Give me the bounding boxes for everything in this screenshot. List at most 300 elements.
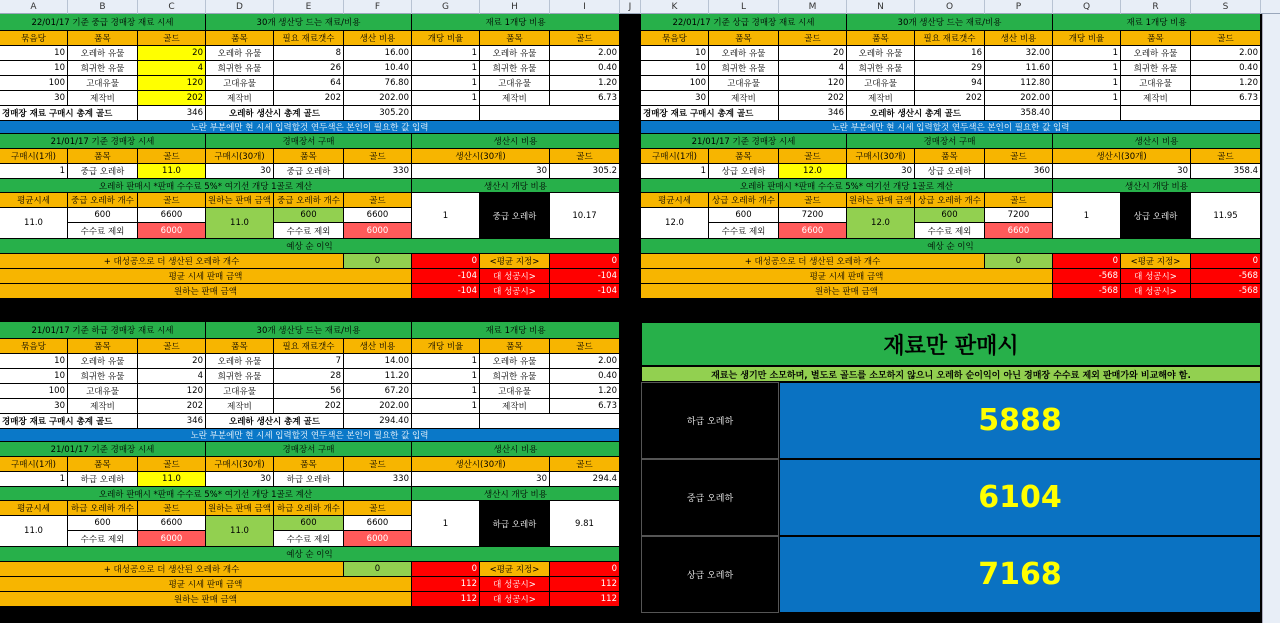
data-cell[interactable]: 6.73 <box>1191 91 1261 106</box>
data-cell[interactable]: 64 <box>274 76 344 91</box>
data-cell[interactable]: 0.40 <box>550 369 620 384</box>
data-cell[interactable]: 고대유물 <box>480 384 550 399</box>
fee-label[interactable]: 수수료 제외 <box>274 531 344 547</box>
data-cell[interactable]: 고대유물 <box>68 384 138 399</box>
data-cell[interactable]: 202 <box>274 399 344 414</box>
gold-value[interactable]: 7200 <box>985 208 1053 223</box>
gold-value[interactable]: 7200 <box>779 208 847 223</box>
profit-label[interactable]: 원하는 판매 금액 <box>0 592 412 607</box>
data-cell[interactable]: 202.00 <box>344 91 412 106</box>
data-cell[interactable]: 제작비 <box>206 91 274 106</box>
data-cell[interactable]: 120 <box>138 384 206 399</box>
gold-value[interactable]: 6600 <box>344 208 412 223</box>
data-cell[interactable]: 오레하 유물 <box>206 46 274 61</box>
column-label[interactable]: 품목 <box>709 149 779 164</box>
panel-value[interactable]: 5888 <box>779 382 1261 459</box>
data-cell[interactable]: 120 <box>138 76 206 91</box>
fee-label[interactable]: 수수료 제외 <box>915 223 985 239</box>
fee-value[interactable]: 6600 <box>985 223 1053 239</box>
column-label[interactable]: 품목 <box>68 457 138 472</box>
column-label[interactable]: 골드 <box>344 193 412 208</box>
column-label[interactable]: 품목 <box>206 31 274 46</box>
data-cell[interactable]: 30 <box>412 164 550 179</box>
section-title[interactable]: 30개 생산당 드는 재료/비용 <box>206 14 412 31</box>
data-cell[interactable]: 1 <box>412 76 480 91</box>
column-label[interactable]: 구매시(30개) <box>206 149 274 164</box>
unit-cost[interactable]: 9.81 <box>550 501 620 547</box>
qty-cell[interactable]: 1 <box>1053 193 1121 239</box>
data-cell[interactable]: 8 <box>274 46 344 61</box>
profit-value[interactable]: 0 <box>550 562 620 577</box>
avg-price[interactable]: 11.0 <box>0 208 68 239</box>
prod-value[interactable]: 305.20 <box>344 106 412 121</box>
data-cell[interactable]: 희귀한 유물 <box>847 61 915 76</box>
data-cell[interactable]: 30 <box>0 91 68 106</box>
profit-label[interactable]: 평균 시세 판매 금액 <box>0 577 412 592</box>
sell-label[interactable]: 오레하 판매시 *판매 수수료 5%* 여기선 개당 1골로 계산 <box>0 179 412 193</box>
column-label[interactable]: 골드 <box>779 193 847 208</box>
fee-label[interactable]: 수수료 제외 <box>68 223 138 239</box>
prod-label[interactable]: 오레하 생산시 총계 골드 <box>206 106 344 121</box>
profit-title[interactable]: 예상 순 이익 <box>641 239 1261 254</box>
column-label[interactable]: 품목 <box>480 339 550 354</box>
column-header-n[interactable]: N <box>847 0 915 14</box>
column-label[interactable]: 구매시(1개) <box>0 149 68 164</box>
data-cell[interactable]: 10.40 <box>344 61 412 76</box>
profit-note[interactable]: 대 성공시> <box>480 592 550 607</box>
profit-title[interactable]: 예상 순 이익 <box>0 239 620 254</box>
data-cell[interactable]: 희귀한 유물 <box>480 369 550 384</box>
blank[interactable] <box>1053 106 1121 121</box>
total-value[interactable]: 346 <box>779 106 847 121</box>
qty-value[interactable]: 600 <box>68 208 138 223</box>
profit-label[interactable]: 평균 시세 판매 금액 <box>0 269 412 284</box>
column-label[interactable]: 골드 <box>550 457 620 472</box>
column-label[interactable]: 하급 오레하 개수 <box>274 501 344 516</box>
column-label[interactable]: 골드 <box>779 149 847 164</box>
section-title[interactable]: 22/01/17 기준 중급 경매장 재료 시세 <box>0 14 206 31</box>
profit-value[interactable]: -568 <box>1191 284 1261 299</box>
data-cell[interactable]: 120 <box>779 76 847 91</box>
column-label[interactable]: 개당 비율 <box>1053 31 1121 46</box>
column-label[interactable]: 하급 오레하 개수 <box>68 501 138 516</box>
profit-note[interactable]: 대 성공시> <box>1121 269 1191 284</box>
section-title[interactable]: 생산시 비용 <box>412 134 620 149</box>
column-label[interactable]: 평균시세 <box>0 501 68 516</box>
column-header-h[interactable]: H <box>480 0 550 14</box>
section-title[interactable]: 경매장서 구매 <box>206 134 412 149</box>
prod-value[interactable]: 294.40 <box>344 414 412 429</box>
data-cell[interactable]: 11.0 <box>138 164 206 179</box>
desired-price[interactable]: 12.0 <box>847 208 915 239</box>
data-cell[interactable]: 1 <box>1053 91 1121 106</box>
qty-value[interactable]: 600 <box>274 208 344 223</box>
column-header-l[interactable]: L <box>709 0 779 14</box>
column-header-r[interactable]: R <box>1121 0 1191 14</box>
column-label[interactable]: 원하는 판매 금액 <box>206 193 274 208</box>
section-title[interactable]: 30개 생산당 드는 재료/비용 <box>206 322 412 339</box>
data-cell[interactable]: 202 <box>138 399 206 414</box>
column-label[interactable]: 골드 <box>985 193 1053 208</box>
data-cell[interactable]: 1 <box>1053 61 1121 76</box>
column-label[interactable]: 품목 <box>1121 31 1191 46</box>
prod-value[interactable]: 358.40 <box>985 106 1053 121</box>
data-cell[interactable]: 100 <box>0 384 68 399</box>
column-header-o[interactable]: O <box>915 0 985 14</box>
data-cell[interactable]: 16 <box>915 46 985 61</box>
data-cell[interactable]: 희귀한 유물 <box>68 61 138 76</box>
data-cell[interactable]: 6.73 <box>550 91 620 106</box>
desired-price[interactable]: 11.0 <box>206 516 274 547</box>
data-cell[interactable]: 제작비 <box>206 399 274 414</box>
total-label[interactable]: 경매장 재료 구매시 총계 골드 <box>641 106 779 121</box>
profit-label[interactable]: + 대성공으로 더 생산된 오레하 개수 <box>641 254 985 269</box>
data-cell[interactable]: 제작비 <box>847 91 915 106</box>
prod-label[interactable]: 오레하 생산시 총계 골드 <box>206 414 344 429</box>
section-title[interactable]: 생산시 비용 <box>412 442 620 457</box>
profit-value[interactable]: 0 <box>1191 254 1261 269</box>
data-cell[interactable]: 고대유물 <box>709 76 779 91</box>
column-label[interactable]: 원하는 판매 금액 <box>847 193 915 208</box>
data-cell[interactable]: 상급 오레하 <box>915 164 985 179</box>
column-label[interactable]: 묶음당 <box>0 31 68 46</box>
data-cell[interactable]: 고대유물 <box>480 76 550 91</box>
data-cell[interactable]: 중급 오레하 <box>274 164 344 179</box>
profit-value[interactable]: 112 <box>412 577 480 592</box>
column-label[interactable]: 상급 오레하 개수 <box>915 193 985 208</box>
column-header-s[interactable]: S <box>1191 0 1261 14</box>
data-cell[interactable]: 1 <box>1053 46 1121 61</box>
data-cell[interactable]: 1.20 <box>1191 76 1261 91</box>
column-header-p[interactable]: P <box>985 0 1053 14</box>
profit-label[interactable]: 원하는 판매 금액 <box>0 284 412 299</box>
column-label[interactable]: 품목 <box>709 31 779 46</box>
qty-value[interactable]: 600 <box>274 516 344 531</box>
column-header-q[interactable]: Q <box>1053 0 1121 14</box>
unit-cost-label[interactable]: 생산시 개당 비용 <box>1053 179 1261 193</box>
profit-note[interactable]: <평균 지정> <box>480 562 550 577</box>
column-label[interactable]: 개당 비율 <box>412 339 480 354</box>
profit-value[interactable]: 0 <box>550 254 620 269</box>
data-cell[interactable]: 20 <box>138 46 206 61</box>
column-header-b[interactable]: B <box>68 0 138 14</box>
data-cell[interactable]: 32.00 <box>985 46 1053 61</box>
column-label[interactable]: 품목 <box>480 31 550 46</box>
data-cell[interactable]: 14.00 <box>344 354 412 369</box>
data-cell[interactable]: 56 <box>274 384 344 399</box>
column-label[interactable]: 품목 <box>847 31 915 46</box>
data-cell[interactable]: 0.40 <box>1191 61 1261 76</box>
data-cell[interactable]: 30 <box>0 399 68 414</box>
column-label[interactable]: 묶음당 <box>641 31 709 46</box>
data-cell[interactable]: 2.00 <box>550 354 620 369</box>
sell-label[interactable]: 오레하 판매시 *판매 수수료 5%* 여기선 개당 1골로 계산 <box>0 487 412 501</box>
data-cell[interactable]: 202.00 <box>344 399 412 414</box>
data-cell[interactable]: 오레하 유물 <box>480 46 550 61</box>
profit-value[interactable]: 0 <box>344 254 412 269</box>
profit-value[interactable]: 112 <box>550 577 620 592</box>
data-cell[interactable]: 11.20 <box>344 369 412 384</box>
profit-value[interactable]: 0 <box>344 562 412 577</box>
profit-value[interactable]: 0 <box>412 562 480 577</box>
column-label[interactable]: 골드 <box>550 31 620 46</box>
blank[interactable] <box>1121 106 1261 121</box>
column-label[interactable]: 평균시세 <box>0 193 68 208</box>
data-cell[interactable]: 상급 오레하 <box>709 164 779 179</box>
data-cell[interactable]: 4 <box>138 369 206 384</box>
data-cell[interactable]: 360 <box>985 164 1053 179</box>
data-cell[interactable]: 고대유물 <box>68 76 138 91</box>
profit-note[interactable]: <평균 지정> <box>1121 254 1191 269</box>
unit-cost[interactable]: 10.17 <box>550 193 620 239</box>
data-cell[interactable]: 11.60 <box>985 61 1053 76</box>
data-cell[interactable]: 305.2 <box>550 164 620 179</box>
data-cell[interactable]: 1 <box>412 354 480 369</box>
blank[interactable] <box>412 106 480 121</box>
column-header-f[interactable]: F <box>344 0 412 14</box>
profit-value[interactable]: 0 <box>1053 254 1121 269</box>
data-cell[interactable]: 30 <box>1053 164 1191 179</box>
blank[interactable] <box>480 106 620 121</box>
section-title[interactable]: 21/01/17 기준 경매장 시세 <box>0 442 206 457</box>
data-cell[interactable]: 1 <box>412 46 480 61</box>
column-label[interactable]: 골드 <box>138 457 206 472</box>
column-label[interactable]: 골드 <box>344 501 412 516</box>
fee-label[interactable]: 수수료 제외 <box>709 223 779 239</box>
data-cell[interactable]: 제작비 <box>68 399 138 414</box>
data-cell[interactable]: 오레하 유물 <box>1121 46 1191 61</box>
column-label[interactable]: 골드 <box>138 149 206 164</box>
data-cell[interactable]: 202 <box>138 91 206 106</box>
section-title[interactable]: 경매장서 구매 <box>847 134 1053 149</box>
notice-banner[interactable]: 노란 부분에만 현 시세 입력할것 연두색은 본인이 필요한 값 입력 <box>641 121 1261 134</box>
column-label[interactable]: 품목 <box>915 149 985 164</box>
fee-label[interactable]: 수수료 제외 <box>274 223 344 239</box>
data-cell[interactable]: 1.20 <box>550 76 620 91</box>
data-cell[interactable]: 26 <box>274 61 344 76</box>
column-label[interactable]: 품목 <box>206 339 274 354</box>
data-cell[interactable]: 희귀한 유물 <box>206 369 274 384</box>
column-label[interactable]: 골드 <box>344 149 412 164</box>
column-label[interactable]: 구매시(1개) <box>0 457 68 472</box>
data-cell[interactable]: 2.00 <box>1191 46 1261 61</box>
data-cell[interactable]: 4 <box>138 61 206 76</box>
column-label[interactable]: 필요 재료갯수 <box>274 339 344 354</box>
avg-price[interactable]: 11.0 <box>0 516 68 547</box>
data-cell[interactable]: 202 <box>274 91 344 106</box>
column-label[interactable]: 생산시(30개) <box>412 149 550 164</box>
data-cell[interactable]: 20 <box>779 46 847 61</box>
data-cell[interactable]: 제작비 <box>68 91 138 106</box>
data-cell[interactable]: 67.20 <box>344 384 412 399</box>
profit-value[interactable]: 112 <box>550 592 620 607</box>
data-cell[interactable]: 고대유물 <box>206 76 274 91</box>
data-cell[interactable]: 10 <box>0 61 68 76</box>
data-cell[interactable]: 고대유물 <box>1121 76 1191 91</box>
data-cell[interactable]: 오레하 유물 <box>68 46 138 61</box>
column-label[interactable]: 상급 오레하 개수 <box>709 193 779 208</box>
data-cell[interactable]: 10 <box>0 369 68 384</box>
column-label[interactable]: 품목 <box>274 149 344 164</box>
data-cell[interactable]: 7 <box>274 354 344 369</box>
qty-value[interactable]: 600 <box>68 516 138 531</box>
column-header-g[interactable]: G <box>412 0 480 14</box>
section-title[interactable]: 재료 1개당 비용 <box>412 322 620 339</box>
data-cell[interactable]: 30 <box>641 91 709 106</box>
qty-cell[interactable]: 1 <box>412 193 480 239</box>
column-label[interactable]: 골드 <box>344 457 412 472</box>
column-label[interactable]: 골드 <box>1191 31 1261 46</box>
column-label[interactable]: 구매시(30개) <box>847 149 915 164</box>
column-label[interactable]: 골드 <box>550 149 620 164</box>
unit-cost-label[interactable]: 생산시 개당 비용 <box>412 487 620 501</box>
column-header-e[interactable]: E <box>274 0 344 14</box>
profit-value[interactable]: -104 <box>550 284 620 299</box>
profit-note[interactable]: 대 성공시> <box>480 577 550 592</box>
data-cell[interactable]: 오레하 유물 <box>206 354 274 369</box>
gold-value[interactable]: 6600 <box>344 516 412 531</box>
data-cell[interactable]: 중급 오레하 <box>68 164 138 179</box>
data-cell[interactable]: 30 <box>206 164 274 179</box>
data-cell[interactable]: 10 <box>0 354 68 369</box>
column-label[interactable]: 품목 <box>68 31 138 46</box>
blank[interactable] <box>412 414 480 429</box>
column-label[interactable]: 골드 <box>138 31 206 46</box>
notice-banner[interactable]: 노란 부분에만 현 시세 입력할것 연두색은 본인이 필요한 값 입력 <box>0 429 620 442</box>
gold-value[interactable]: 6600 <box>138 516 206 531</box>
column-label[interactable]: 필요 재료갯수 <box>274 31 344 46</box>
panel-value[interactable]: 6104 <box>779 459 1261 536</box>
column-header-m[interactable]: M <box>779 0 847 14</box>
column-label[interactable]: 생산시(30개) <box>412 457 550 472</box>
notice-banner[interactable]: 노란 부분에만 현 시세 입력할것 연두색은 본인이 필요한 값 입력 <box>0 121 620 134</box>
data-cell[interactable]: 94 <box>915 76 985 91</box>
data-cell[interactable]: 10 <box>641 46 709 61</box>
column-header-j[interactable]: J <box>620 0 641 14</box>
data-cell[interactable]: 희귀한 유물 <box>1121 61 1191 76</box>
data-cell[interactable]: 330 <box>344 472 412 487</box>
qty-cell[interactable]: 1 <box>412 501 480 547</box>
data-cell[interactable]: 330 <box>344 164 412 179</box>
column-header-a[interactable]: A <box>0 0 68 14</box>
total-value[interactable]: 346 <box>138 414 206 429</box>
data-cell[interactable]: 100 <box>641 76 709 91</box>
data-cell[interactable]: 1 <box>641 164 709 179</box>
data-cell[interactable]: 1 <box>1053 76 1121 91</box>
data-cell[interactable]: 28 <box>274 369 344 384</box>
column-label[interactable]: 품목 <box>68 339 138 354</box>
profit-value[interactable]: -104 <box>550 269 620 284</box>
data-cell[interactable]: 오레하 유물 <box>480 354 550 369</box>
fee-value[interactable]: 6000 <box>344 531 412 547</box>
data-cell[interactable]: 오레하 유물 <box>847 46 915 61</box>
data-cell[interactable]: 1 <box>0 164 68 179</box>
data-cell[interactable]: 제작비 <box>480 399 550 414</box>
data-cell[interactable]: 0.40 <box>550 61 620 76</box>
data-cell[interactable]: 29 <box>915 61 985 76</box>
data-cell[interactable]: 294.4 <box>550 472 620 487</box>
column-header-c[interactable]: C <box>138 0 206 14</box>
data-cell[interactable]: 희귀한 유물 <box>206 61 274 76</box>
data-cell[interactable]: 하급 오레하 <box>274 472 344 487</box>
data-cell[interactable]: 제작비 <box>480 91 550 106</box>
data-cell[interactable]: 30 <box>412 472 550 487</box>
data-cell[interactable]: 11.0 <box>138 472 206 487</box>
data-cell[interactable]: 30 <box>847 164 915 179</box>
column-label[interactable]: 골드 <box>550 339 620 354</box>
unit-cost[interactable]: 11.95 <box>1191 193 1261 239</box>
data-cell[interactable]: 1.20 <box>550 384 620 399</box>
column-label[interactable]: 품목 <box>274 457 344 472</box>
data-cell[interactable]: 100 <box>0 76 68 91</box>
column-label[interactable]: 개당 비율 <box>412 31 480 46</box>
fee-value[interactable]: 6600 <box>779 223 847 239</box>
profit-note[interactable]: 대 성공시> <box>480 284 550 299</box>
data-cell[interactable]: 고대유물 <box>847 76 915 91</box>
data-cell[interactable]: 76.80 <box>344 76 412 91</box>
data-cell[interactable]: 16.00 <box>344 46 412 61</box>
section-title[interactable]: 경매장서 구매 <box>206 442 412 457</box>
total-label[interactable]: 경매장 재료 구매시 총계 골드 <box>0 414 138 429</box>
fee-label[interactable]: 수수료 제외 <box>68 531 138 547</box>
profit-note[interactable]: 대 성공시> <box>480 269 550 284</box>
item-cell[interactable]: 중급 오레하 <box>480 193 550 239</box>
column-label[interactable]: 생산 비용 <box>985 31 1053 46</box>
data-cell[interactable]: 희귀한 유물 <box>709 61 779 76</box>
data-cell[interactable]: 6.73 <box>550 399 620 414</box>
section-title[interactable]: 22/01/17 기준 상급 경매장 재료 시세 <box>641 14 847 31</box>
column-label[interactable]: 원하는 판매 금액 <box>206 501 274 516</box>
item-cell[interactable]: 상급 오레하 <box>1121 193 1191 239</box>
blank[interactable] <box>480 414 620 429</box>
gold-value[interactable]: 6600 <box>138 208 206 223</box>
data-cell[interactable]: 10 <box>641 61 709 76</box>
column-label[interactable]: 묶음당 <box>0 339 68 354</box>
column-header-i[interactable]: I <box>550 0 620 14</box>
data-cell[interactable]: 112.80 <box>985 76 1053 91</box>
section-title[interactable]: 생산시 비용 <box>1053 134 1261 149</box>
fee-value[interactable]: 6000 <box>344 223 412 239</box>
section-title[interactable]: 30개 생산당 드는 재료/비용 <box>847 14 1053 31</box>
column-label[interactable]: 중급 오레하 개수 <box>274 193 344 208</box>
data-cell[interactable]: 20 <box>138 354 206 369</box>
column-header-d[interactable]: D <box>206 0 274 14</box>
data-cell[interactable]: 2.00 <box>550 46 620 61</box>
data-cell[interactable]: 30 <box>206 472 274 487</box>
desired-price[interactable]: 11.0 <box>206 208 274 239</box>
fee-value[interactable]: 6000 <box>138 531 206 547</box>
profit-note[interactable]: 대 성공시> <box>1121 284 1191 299</box>
section-title[interactable]: 21/01/17 기준 하급 경매장 재료 시세 <box>0 322 206 339</box>
column-label[interactable]: 생산 비용 <box>344 31 412 46</box>
profit-value[interactable]: 0 <box>985 254 1053 269</box>
avg-price[interactable]: 12.0 <box>641 208 709 239</box>
column-label[interactable]: 생산 비용 <box>344 339 412 354</box>
column-label[interactable]: 골드 <box>138 339 206 354</box>
profit-value[interactable]: -104 <box>412 284 480 299</box>
profit-value[interactable]: -104 <box>412 269 480 284</box>
qty-value[interactable]: 600 <box>915 208 985 223</box>
total-value[interactable]: 346 <box>138 106 206 121</box>
data-cell[interactable]: 오레하 유물 <box>709 46 779 61</box>
vertical-scrollbar[interactable] <box>1262 14 1280 623</box>
profit-value[interactable]: 0 <box>412 254 480 269</box>
data-cell[interactable]: 10 <box>0 46 68 61</box>
panel-value[interactable]: 7168 <box>779 536 1261 613</box>
column-label[interactable]: 골드 <box>779 31 847 46</box>
data-cell[interactable]: 12.0 <box>779 164 847 179</box>
column-label[interactable]: 구매시(30개) <box>206 457 274 472</box>
